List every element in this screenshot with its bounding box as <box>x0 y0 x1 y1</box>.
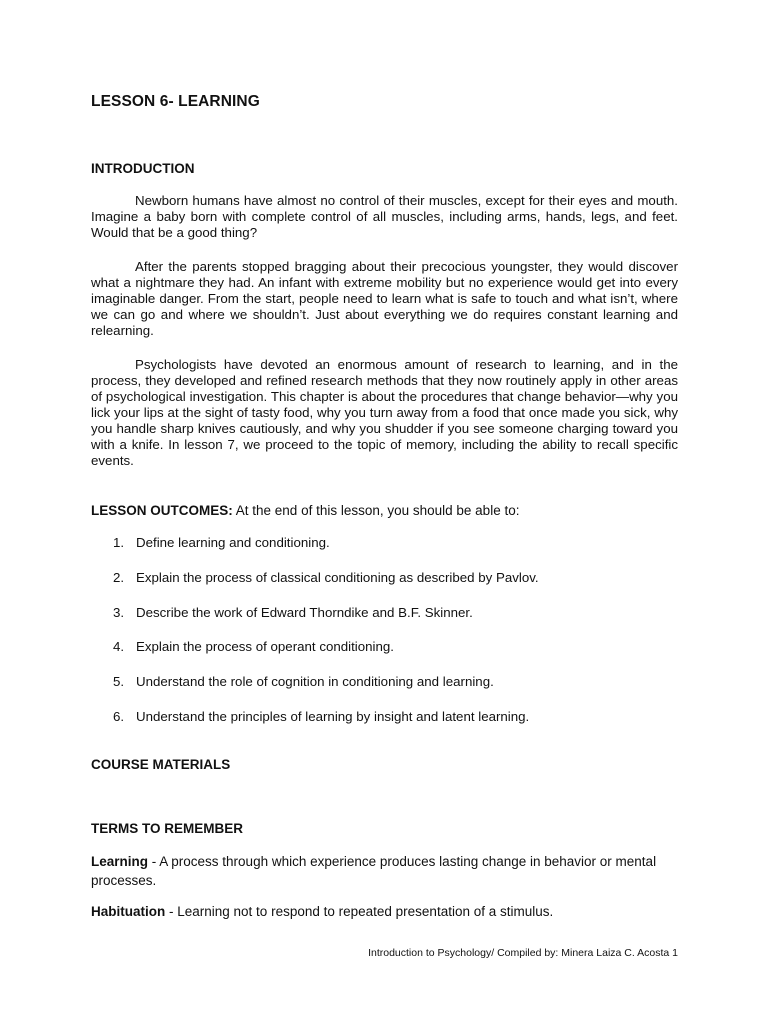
lesson-outcomes-intro: At the end of this lesson, you should be able to: <box>232 503 520 518</box>
term-definition: - Learning not to respond to repeated presentation of a stimulus. <box>165 904 554 919</box>
outcome-text: Understand the role of cognition in conditioning and learning. <box>136 674 494 690</box>
lesson-outcomes-line <box>91 503 519 518</box>
lesson-outcomes-label: LESSON OUTCOMES: <box>91 503 233 518</box>
term-habituation <box>91 902 678 921</box>
outcome-item-3 <box>91 605 678 640</box>
lesson-title: LESSON 6- LEARNING <box>91 93 260 110</box>
term-name: Learning <box>91 854 149 869</box>
course-materials-heading: COURSE MATERIALS <box>91 757 231 772</box>
outcome-text: Describe the work of Edward Thorndike and B.F. Skinner. <box>136 604 473 620</box>
outcome-number: 1. <box>113 535 125 550</box>
intro-paragraph-3 <box>91 357 678 469</box>
outcome-number: 4. <box>113 639 125 655</box>
outcome-text: Define learning and conditioning. <box>136 535 330 550</box>
outcome-list <box>91 535 678 744</box>
term-name: Habituation <box>91 904 166 919</box>
term-learning <box>91 852 678 890</box>
outcome-text: Explain the process of classical conditioning as described by Pavlov. <box>136 569 539 585</box>
outcome-item-6 <box>91 709 678 744</box>
outcome-item-2 <box>91 570 678 605</box>
terms-heading: TERMS TO REMEMBER <box>91 821 244 836</box>
intro-paragraph-2 <box>91 259 678 339</box>
outcome-number: 6. <box>113 708 125 724</box>
outcome-number: 2. <box>113 569 125 585</box>
document-page <box>91 0 678 1024</box>
outcome-item-5 <box>91 674 678 709</box>
outcome-number: 5. <box>113 674 125 690</box>
outcome-text: Explain the process of operant conditioning. <box>136 639 394 655</box>
outcome-item-4 <box>91 639 678 674</box>
intro-paragraph-1-text: Newborn humans have almost no control of their muscles, except for their eyes and mouth. Imagine a baby born with complete control of all muscles, including arms, hands, legs, and feet. Would that be a good thing? <box>91 193 678 240</box>
introduction-heading: INTRODUCTION <box>91 161 195 176</box>
intro-paragraph-3-text: Psychologists have devoted an enormous amount of research to learning, and in the process, they developed and refined research methods that they now routinely apply in other areas of psychological investigation. This chapter is about the procedures that change behavior—why you lick your lips at the sight of tasty food, why you turn away from a food that once made you sick, why you handle sharp knives cautiously, and why you shudder if you see someone charging toward you with a knife. In lesson 7, we proceed to the topic of memory, including the ability to recall specific events. <box>91 357 678 468</box>
outcome-number: 3. <box>113 604 125 620</box>
page-footer: Introduction to Psychology/ Compiled by: Minera Laiza C. Acosta 1 <box>368 947 678 959</box>
intro-paragraph-2-text: After the parents stopped bragging about their precocious youngster, they would discover what a nightmare they had. An infant with extreme mobility but no experience would get into every imaginable danger. From the start, people need to learn what is safe to touch and what isn’t, where we can go and where we shouldn’t. Just about everything we do requires constant learning and relearning. <box>91 259 678 338</box>
term-definition: - A process through which experience produces lasting change in behavior or mental processes. <box>91 854 657 888</box>
outcome-text: Understand the principles of learning by insight and latent learning. <box>136 708 530 724</box>
intro-paragraph-1 <box>91 193 678 241</box>
outcome-item-1 <box>91 535 678 570</box>
